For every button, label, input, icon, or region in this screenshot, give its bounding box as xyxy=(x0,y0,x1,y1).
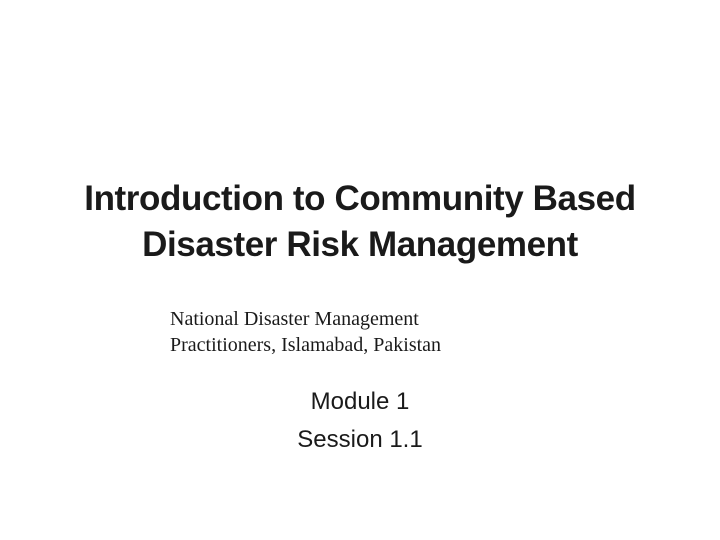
slide-subtitle-line-2: Practitioners, Islamabad, Pakistan xyxy=(170,334,442,356)
slide-title-line-2: Disaster Risk Management xyxy=(142,225,578,264)
session-label: Session 1.1 xyxy=(297,426,423,453)
slide-subtitle-line-1: National Disaster Management xyxy=(170,308,419,330)
slide-title xyxy=(20,176,700,268)
module-label: Module 1 xyxy=(310,388,410,415)
slide-title-line-1: Introduction to Community Based xyxy=(84,179,636,218)
module-info xyxy=(160,383,560,459)
slide-subtitle xyxy=(170,306,590,358)
